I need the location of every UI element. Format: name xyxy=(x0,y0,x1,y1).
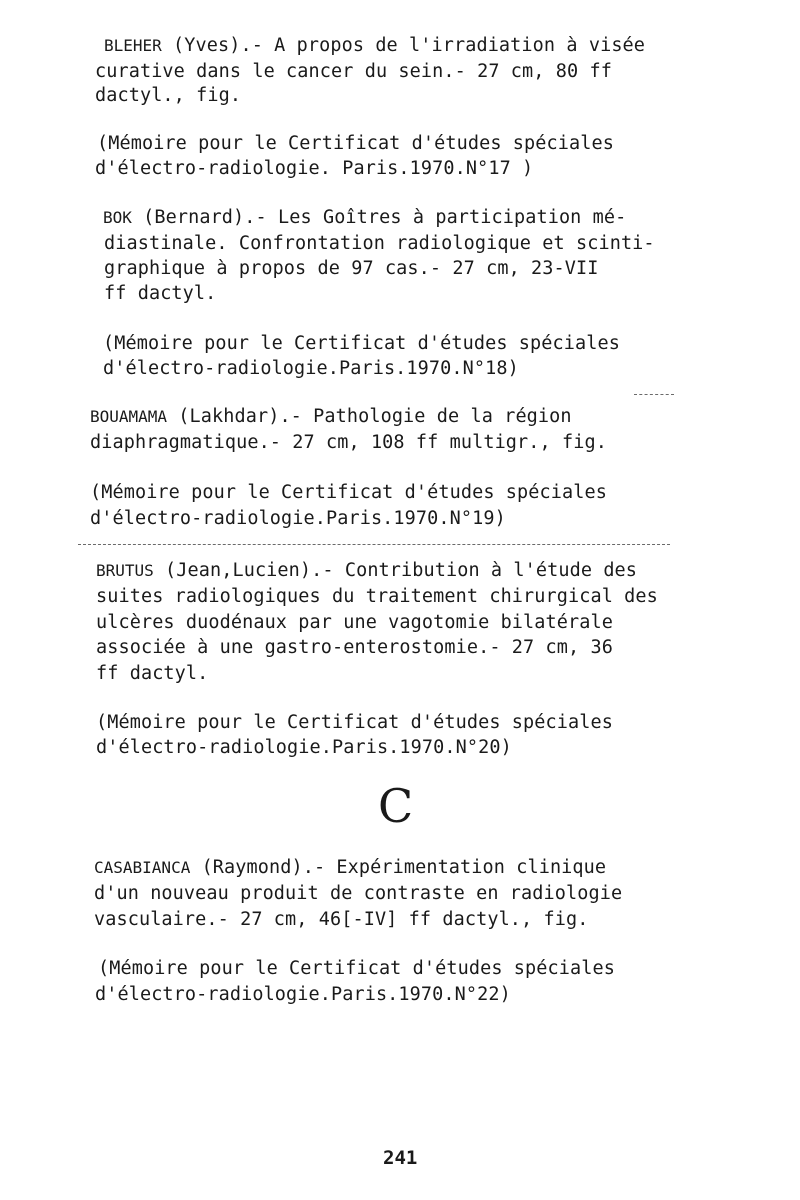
entry-line: curative dans le cancer du sein.- 27 cm, 80 ff xyxy=(95,61,612,82)
entry-line: d'un nouveau produit de contraste en radiologie xyxy=(94,883,623,904)
note-line: d'électro-radiologie.Paris.1970.N°18) xyxy=(103,358,519,379)
entry-line: diastinale. Confrontation radiologique et scinti- xyxy=(104,233,655,254)
entry-text: (Jean,Lucien).- Contribution à l'étude des xyxy=(153,560,638,581)
note-line: (Mémoire pour le Certificat d'études spéciales xyxy=(90,482,607,503)
entry-text: (Raymond).- Expérimentation clinique xyxy=(190,857,607,878)
entry-text: (Yves).- A propos de l'irradiation à visée xyxy=(161,35,646,56)
entry-line xyxy=(103,206,626,230)
entry-line xyxy=(94,856,606,880)
page-number: 241 xyxy=(383,1147,418,1169)
entry-line: ff dactyl. xyxy=(96,663,209,684)
entry-text: (Bernard).- Les Goîtres à participation mé- xyxy=(131,207,627,228)
entry-line: ff dactyl. xyxy=(104,283,217,304)
note-line: (Mémoire pour le Certificat d'études spéciales xyxy=(98,958,615,979)
note-line: (Mémoire pour le Certificat d'études spéciales xyxy=(96,712,613,733)
author-name: BOUAMAMA xyxy=(90,407,168,426)
separator-rule xyxy=(634,394,674,395)
entry-line: associée à une gastro-enterostomie.- 27 cm, 36 xyxy=(96,637,613,658)
entry-line xyxy=(96,559,637,583)
note-line: (Mémoire pour le Certificat d'études spéciales xyxy=(97,133,614,154)
entry-line: vasculaire.- 27 cm, 46[-IV] ff dactyl., fig. xyxy=(94,909,589,930)
entry-line: diaphragmatique.- 27 cm, 108 ff multigr., fig. xyxy=(90,432,607,453)
author-name: BLEHER xyxy=(104,36,162,55)
author-name: BRUTUS xyxy=(96,561,154,580)
note-line: d'électro-radiologie. Paris.1970.N°17 ) xyxy=(95,158,534,179)
author-name: CASABIANCA xyxy=(94,858,191,877)
entry-line: ulcères duodénaux par une vagotomie bilatérale xyxy=(96,612,613,633)
section-letter: C xyxy=(378,779,414,833)
note-line: d'électro-radiologie.Paris.1970.N°22) xyxy=(95,984,511,1005)
entry-line xyxy=(104,34,645,58)
note-line: (Mémoire pour le Certificat d'études spéciales xyxy=(103,333,620,354)
author-name: BOK xyxy=(103,208,132,227)
entry-text: (Lakhdar).- Pathologie de la région xyxy=(167,406,572,427)
separator-rule xyxy=(78,544,670,545)
note-line: d'électro-radiologie.Paris.1970.N°19) xyxy=(90,508,506,529)
entry-line: graphique à propos de 97 cas.- 27 cm, 23-VII xyxy=(104,258,599,279)
entry-line: suites radiologiques du traitement chirurgical des xyxy=(96,586,658,607)
note-line: d'électro-radiologie.Paris.1970.N°20) xyxy=(96,737,512,758)
entry-line: dactyl., fig. xyxy=(95,85,242,106)
entry-line xyxy=(90,405,572,429)
